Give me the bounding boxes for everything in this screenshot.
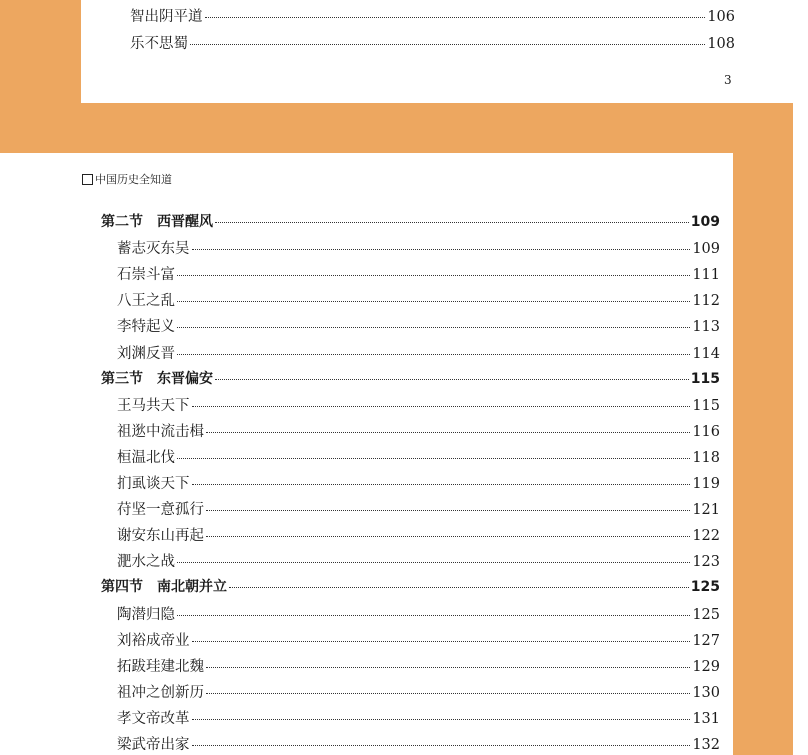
toc-entry[interactable]: [117, 733, 720, 754]
page-number: 3: [724, 73, 732, 87]
dot-leader: [229, 587, 689, 588]
dot-leader: [206, 432, 690, 433]
toc-entry[interactable]: [117, 394, 720, 415]
toc-entry-page: 129: [692, 658, 720, 675]
toc-entry-page: 106: [707, 9, 735, 25]
toc-entry[interactable]: [117, 315, 720, 336]
toc-entry-page: 131: [692, 710, 720, 727]
toc-section[interactable]: [101, 368, 720, 388]
toc-entry-page: 109: [692, 241, 720, 258]
dot-leader: [177, 275, 690, 276]
dot-leader: [190, 44, 705, 45]
toc-entry-title: 祖冲之创新历: [117, 684, 204, 701]
toc-entry[interactable]: [117, 629, 720, 650]
toc-entry-page: 115: [692, 397, 720, 414]
toc-entry-title: 八王之乱: [117, 293, 175, 310]
toc-entry[interactable]: [117, 655, 720, 676]
toc-entry-page: 121: [692, 502, 720, 519]
dot-leader: [177, 458, 690, 459]
dot-leader: [206, 667, 690, 668]
toc-section-number: 第二节: [101, 214, 143, 230]
toc-entry-page: 125: [692, 606, 720, 623]
toc-entry[interactable]: [117, 707, 720, 728]
toc-section-name: 南北朝并立: [157, 579, 227, 596]
toc-entry-page: 132: [692, 737, 720, 753]
toc-entry-title: 孝文帝改革: [117, 710, 190, 727]
dot-leader: [206, 510, 690, 511]
toc-entry[interactable]: [117, 446, 720, 467]
toc-section[interactable]: [101, 576, 720, 596]
toc-entry-page: 119: [692, 476, 720, 492]
toc-entry[interactable]: [117, 524, 720, 545]
square-icon: [82, 174, 93, 185]
dot-leader: [177, 327, 690, 328]
toc-entry-page: 112: [692, 293, 720, 310]
toc-entry[interactable]: [117, 498, 720, 519]
toc-entry-title: 智出阴平道: [130, 9, 203, 25]
dot-leader: [206, 693, 690, 694]
toc-entry-page: 127: [692, 632, 720, 649]
toc-entry-page: 130: [692, 684, 720, 701]
toc-entry[interactable]: [130, 32, 735, 53]
toc-entry[interactable]: [117, 681, 720, 702]
toc-section-title: [101, 211, 213, 231]
toc-entry[interactable]: [117, 289, 720, 310]
toc-section-title: [101, 368, 213, 388]
toc-entry-page: 116: [692, 423, 720, 440]
toc-entry-title: 石崇斗富: [117, 267, 175, 284]
toc-entry-page: 113: [692, 319, 720, 336]
toc-entry-title: 蓄志灭东吴: [117, 241, 190, 258]
toc-section-name: 东晋偏安: [157, 370, 213, 387]
toc-entry-page: 122: [692, 528, 720, 545]
toc-section[interactable]: [101, 211, 720, 231]
toc-entry[interactable]: [117, 237, 720, 258]
dot-leader: [177, 615, 690, 616]
running-header-text: 中国历史全知道: [95, 173, 172, 186]
toc-entry[interactable]: [117, 263, 720, 284]
toc-entry-title: 淝水之战: [117, 554, 175, 571]
toc-entry-page: 123: [692, 554, 720, 571]
toc-entry[interactable]: [117, 420, 720, 441]
toc-entry[interactable]: [117, 603, 720, 624]
dot-leader: [192, 641, 691, 642]
toc-entry-title: 王马共天下: [117, 397, 190, 414]
toc-section-name: 西晋醒风: [157, 214, 213, 230]
dot-leader: [215, 222, 689, 223]
toc-entry-title: 乐不思蜀: [130, 36, 188, 52]
toc-entry-title: 祖逖中流击楫: [117, 423, 204, 440]
toc-entry-page: 114: [692, 345, 720, 362]
background-gap: [793, 0, 808, 755]
dot-leader: [206, 536, 690, 537]
dot-leader: [192, 406, 691, 407]
toc-entry-page: 111: [692, 267, 720, 284]
toc-entry-title: 桓温北伐: [117, 449, 175, 466]
toc-section-page: 109: [690, 214, 720, 230]
dot-leader: [215, 379, 689, 380]
toc-entry-title: 梁武帝出家: [117, 737, 190, 753]
toc-entry[interactable]: [117, 472, 720, 493]
dot-leader: [177, 301, 690, 302]
toc-entry-title: 陶潜归隐: [117, 606, 175, 623]
toc-section-title: [101, 576, 227, 596]
toc-entry-page: 108: [707, 36, 735, 52]
dot-leader: [192, 249, 691, 250]
background-band: [733, 103, 793, 755]
toc-entry[interactable]: [117, 342, 720, 363]
toc-entry-page: 118: [692, 449, 720, 466]
background-band: [0, 103, 808, 153]
dot-leader: [205, 17, 706, 18]
dot-leader: [192, 745, 691, 746]
toc-entry-title: 扪虱谈天下: [117, 476, 190, 492]
toc-entry-title: 谢安东山再起: [117, 528, 204, 545]
toc-entry[interactable]: [130, 5, 735, 26]
toc-section-page: 115: [690, 370, 720, 387]
toc-entry-title: 李特起义: [117, 319, 175, 336]
toc-entry-title: 刘渊反晋: [117, 345, 175, 362]
toc-section-number: 第四节: [101, 579, 143, 596]
dot-leader: [177, 562, 690, 563]
toc-entry-title: 苻坚一意孤行: [117, 502, 204, 519]
dot-leader: [192, 719, 691, 720]
dot-leader: [177, 354, 690, 355]
toc-section-page: 125: [690, 579, 720, 596]
toc-entry-title: 拓跋珪建北魏: [117, 658, 204, 675]
toc-section-number: 第三节: [101, 370, 143, 387]
toc-entry[interactable]: [117, 550, 720, 571]
toc-entry-title: 刘裕成帝业: [117, 632, 190, 649]
dot-leader: [192, 484, 691, 485]
running-header: [82, 171, 172, 187]
